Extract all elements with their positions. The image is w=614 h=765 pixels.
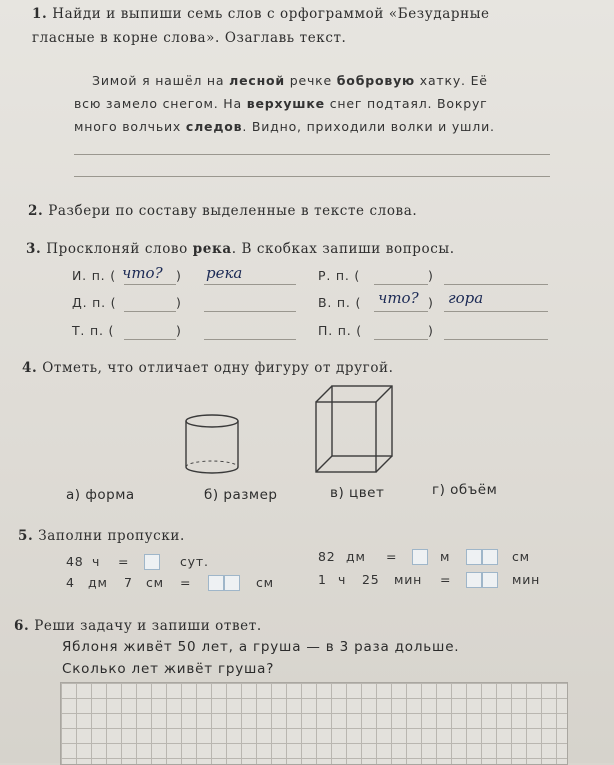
answer-line[interactable] [74, 154, 550, 155]
answer-box[interactable] [144, 554, 160, 570]
answer-box[interactable] [482, 572, 498, 588]
case-question-line[interactable] [124, 339, 176, 340]
case-close-paren: ) [428, 268, 434, 283]
option-c[interactable]: в) цвет [330, 485, 385, 501]
case-close-paren: ) [428, 323, 434, 338]
text-fragment: всю замело снегом. На [74, 96, 247, 111]
case-label-prepositional: П. п. ( [318, 323, 362, 338]
conv-unit: мин [512, 572, 541, 587]
task3-prompt-b: . В скобках запиши вопросы. [231, 241, 455, 257]
conv-unit: ч [92, 554, 101, 569]
handwritten-question-nominative: что? [122, 264, 163, 282]
task1-line1 [32, 6, 490, 22]
case-answer-line[interactable] [444, 284, 548, 285]
case-answer-line[interactable] [204, 339, 296, 340]
case-question-line[interactable] [374, 339, 428, 340]
task6-problem-line2: Сколько лет живёт груша? [62, 661, 275, 677]
task3-prompt-a: Просклоняй слово [46, 241, 193, 257]
case-question-line[interactable] [374, 284, 428, 285]
highlighted-word-bobrovuyu: бобровую [336, 73, 415, 88]
conv-unit: мин [394, 572, 423, 587]
task6-number: 6. [14, 618, 30, 634]
case-label-dative: Д. п. ( [72, 295, 117, 310]
case-question-line[interactable] [124, 311, 176, 312]
highlighted-word-sledov: следов [185, 119, 243, 134]
option-b[interactable]: б) размер [204, 487, 278, 503]
task2-prompt: Разбери по составу выделенные в тексте слова. [48, 203, 418, 219]
answer-box[interactable] [208, 575, 224, 591]
task5-prompt: Заполни пропуски. [38, 528, 185, 544]
case-close-paren: ) [428, 295, 434, 310]
task5-number: 5. [18, 528, 34, 544]
task3-number: 3. [26, 241, 42, 257]
task6-problem-line1: Яблоня живёт 50 лет, а груша — в 3 раза дольше. [62, 639, 460, 655]
task4-prompt: Отметь, что отличает одну фигуру от другой. [42, 360, 394, 376]
task4-line [22, 360, 394, 376]
answer-box[interactable] [224, 575, 240, 591]
handwritten-word-nominative: река [206, 264, 243, 282]
conv-unit: см [146, 575, 164, 590]
text-fragment: речке [284, 73, 337, 88]
conv-value: 25 [362, 572, 380, 587]
task5-line [18, 528, 185, 544]
conv-value: 4 [66, 575, 75, 590]
cylinder-figure [186, 415, 238, 473]
option-a[interactable]: а) форма [66, 487, 135, 503]
conv-unit: ч [338, 572, 347, 587]
conv-unit: дм [346, 549, 366, 564]
case-close-paren: ) [176, 295, 182, 310]
task6-prompt: Реши задачу и запиши ответ. [34, 618, 262, 634]
conv-value: 82 [318, 549, 336, 564]
conv-equals: = [386, 549, 398, 564]
task3-line [26, 241, 455, 257]
figures-drawing [180, 382, 520, 480]
task6-line [14, 618, 262, 634]
case-close-paren: ) [176, 268, 182, 283]
answer-box[interactable] [466, 572, 482, 588]
conv-unit: сут. [180, 554, 209, 569]
conv-value: 48 [66, 554, 84, 569]
task1-number: 1. [32, 6, 48, 22]
case-answer-line[interactable] [444, 339, 548, 340]
task4-number: 4. [22, 360, 38, 376]
text-fragment: Зимой я нашёл на [92, 73, 230, 88]
cube-figure [316, 386, 392, 472]
case-label-accusative: В. п. ( [318, 295, 362, 310]
conv-unit: м [440, 549, 451, 564]
text-fragment: много волчьих [74, 119, 186, 134]
highlighted-word-lesnoy: лесной [229, 73, 285, 88]
case-label-nominative: И. п. ( [72, 268, 116, 283]
highlighted-word-verkhushke: верхушке [246, 96, 325, 111]
task2-number: 2. [28, 203, 44, 219]
text-fragment: снег подтаял. Вокруг [324, 96, 488, 111]
case-answer-line[interactable] [204, 311, 296, 312]
task1-prompt-line1: Найди и выпиши семь слов с орфограммой «Безударные [52, 6, 490, 22]
option-d[interactable]: г) объём [432, 482, 498, 498]
handwritten-question-accusative: что? [378, 289, 419, 307]
task1-text-line2 [74, 96, 488, 111]
conv-value: 7 [124, 575, 133, 590]
task2-line [28, 203, 417, 219]
case-answer-line[interactable] [444, 311, 548, 312]
answer-box[interactable] [482, 549, 498, 565]
text-fragment: хатку. Её [414, 73, 488, 88]
task1-prompt-line2: гласные в корне слова». Озаглавь текст. [32, 30, 347, 46]
conv-equals: = [440, 572, 452, 587]
case-question-line[interactable] [374, 311, 428, 312]
answer-box[interactable] [412, 549, 428, 565]
task1-text-line3 [74, 119, 495, 134]
handwritten-word-accusative: гора [448, 289, 484, 307]
conv-unit: см [512, 549, 530, 564]
case-label-genitive: Р. п. ( [318, 268, 361, 283]
answer-line[interactable] [74, 176, 550, 177]
conv-equals: = [118, 554, 130, 569]
task3-word: река [192, 241, 232, 257]
conv-unit: дм [88, 575, 108, 590]
case-answer-line[interactable] [204, 284, 296, 285]
answer-grid[interactable] [60, 682, 568, 765]
case-close-paren: ) [176, 323, 182, 338]
answer-box[interactable] [466, 549, 482, 565]
conv-value: 1 [318, 572, 327, 587]
case-label-instrumental: Т. п. ( [72, 323, 115, 338]
conv-unit: см [256, 575, 274, 590]
case-question-line[interactable] [124, 284, 176, 285]
text-fragment: . Видно, приходили волки и ушли. [242, 119, 495, 134]
task1-text-line1 [92, 73, 488, 88]
conv-equals: = [180, 575, 192, 590]
